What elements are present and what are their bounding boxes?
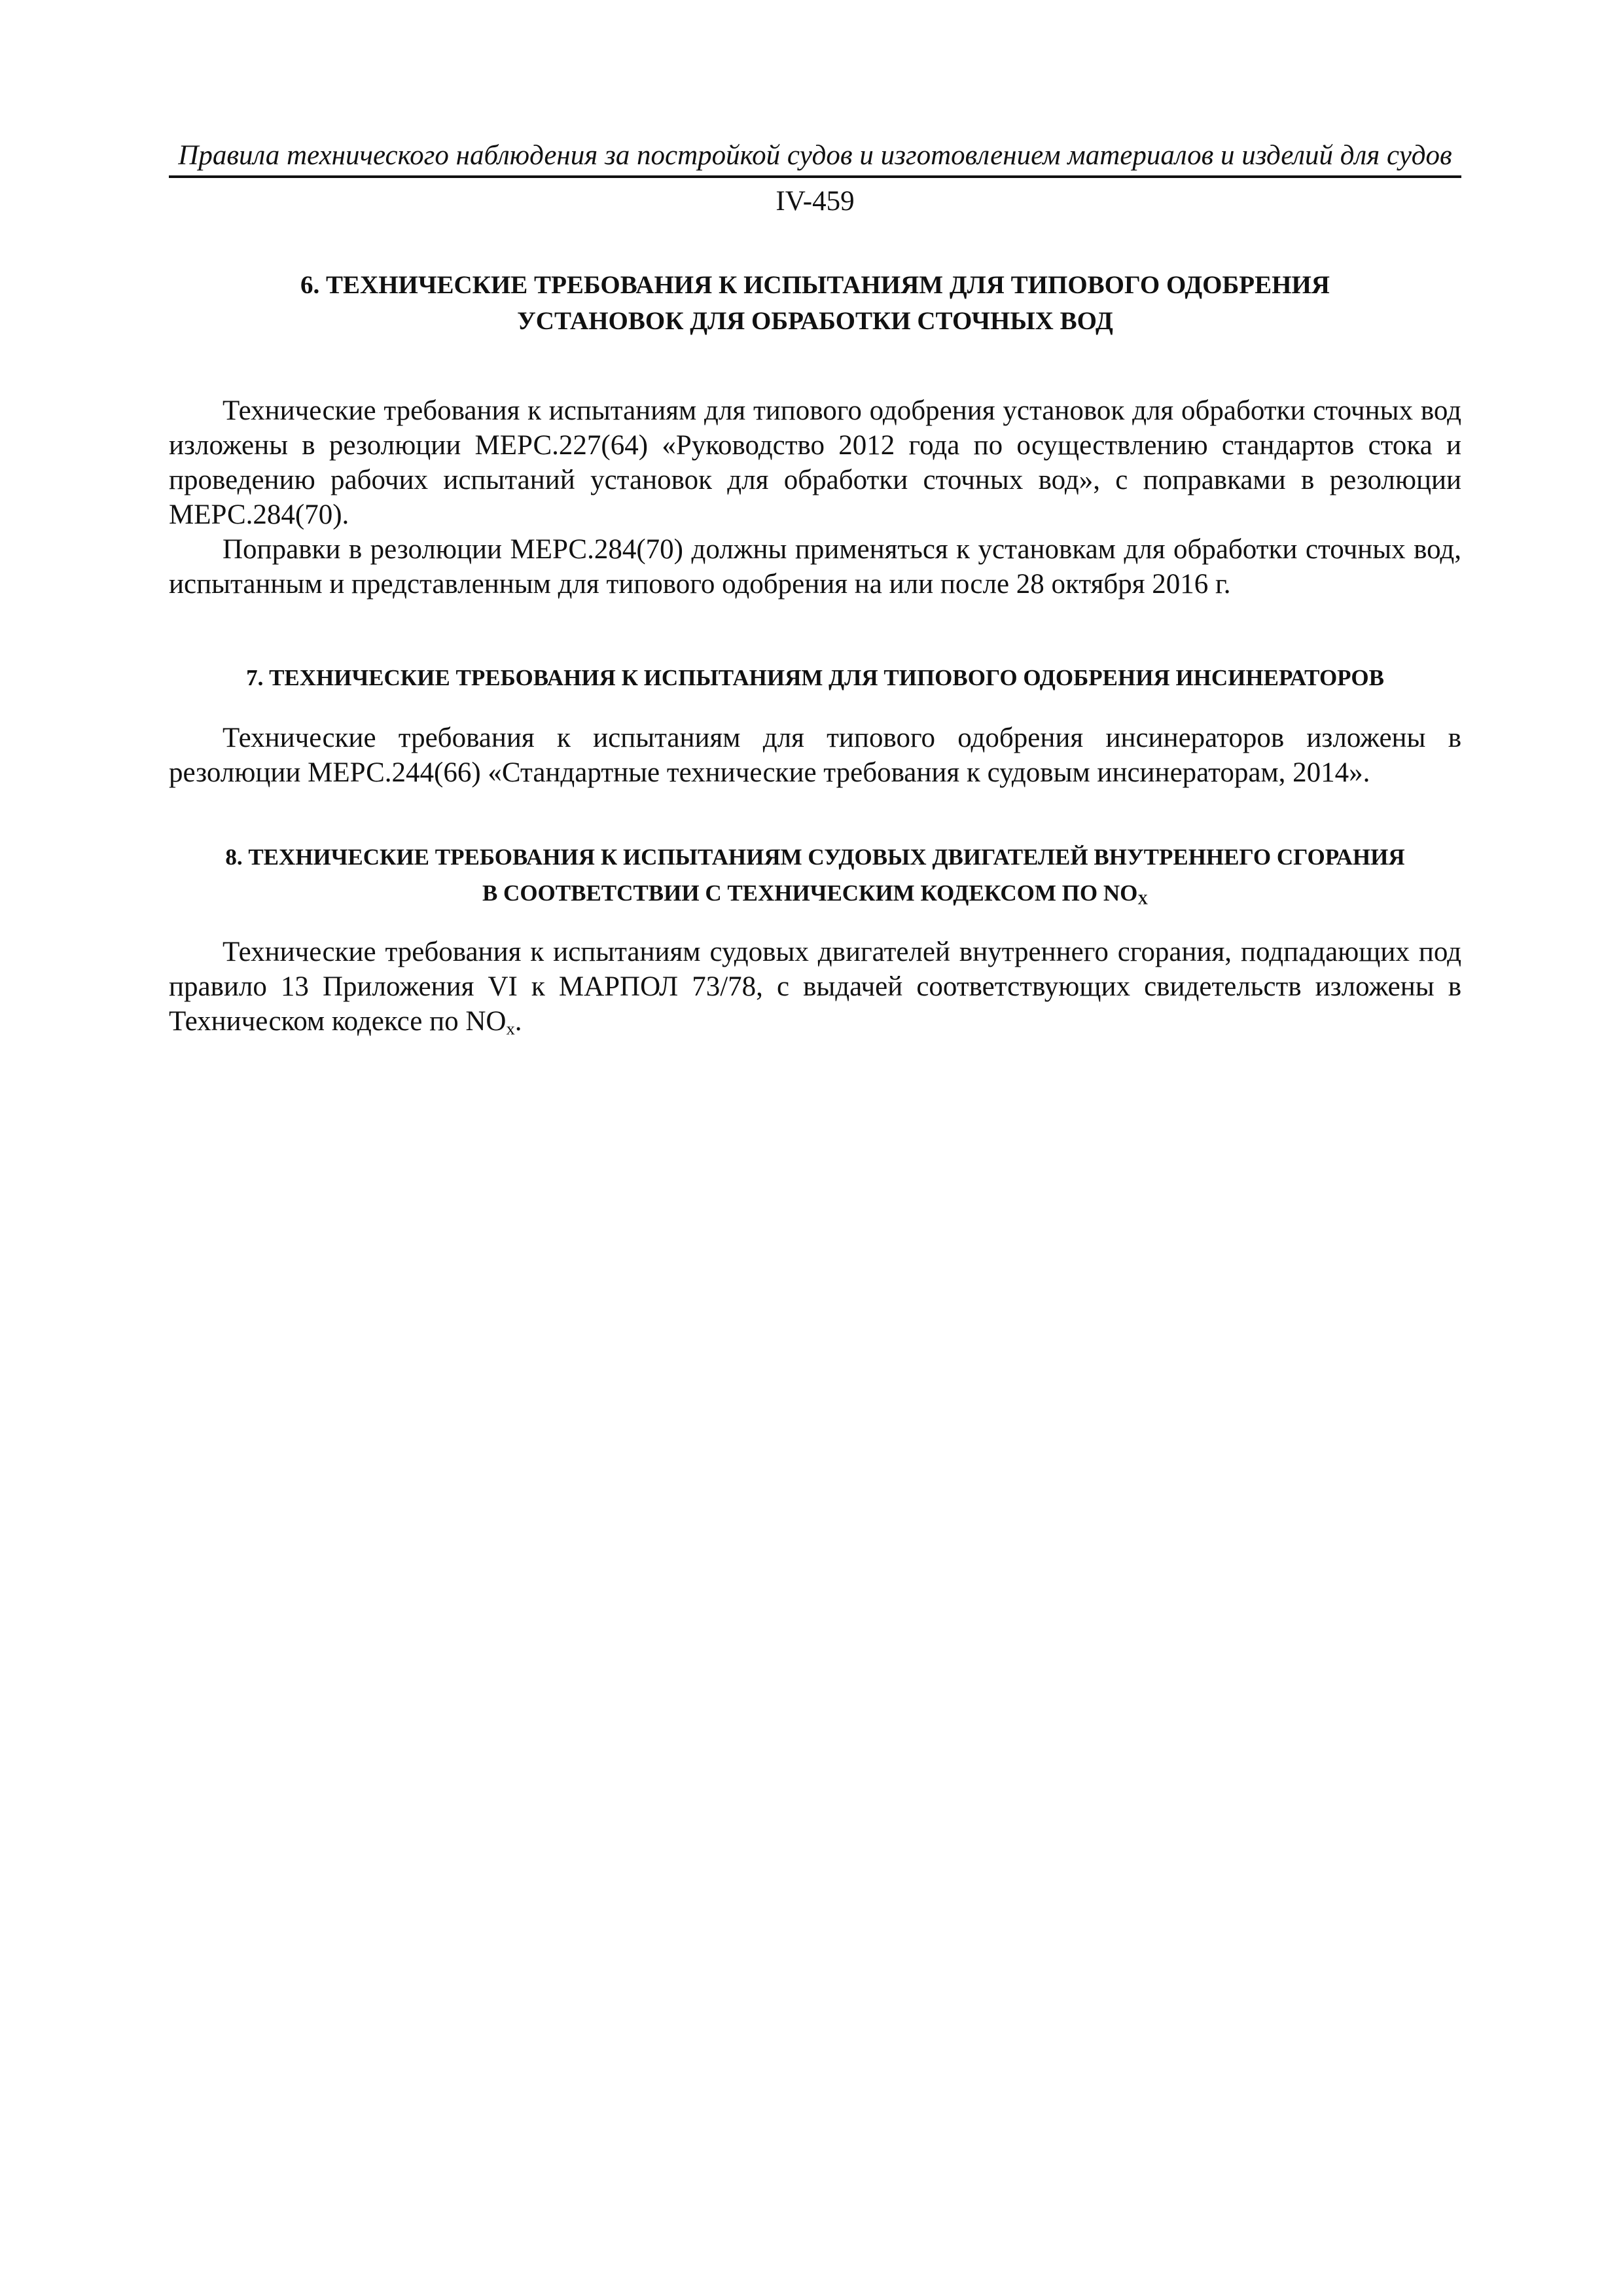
page-number: IV-459: [776, 186, 855, 217]
section-6-heading: [169, 267, 1461, 339]
nox-subscript: x: [506, 1018, 515, 1039]
section-8-heading: [169, 839, 1461, 911]
running-header: Правила технического наблюдения за постройкой судов и изготовлением материалов и изделий для судов: [178, 140, 1452, 171]
nox-subscript: X: [1137, 891, 1149, 908]
section-8-heading-line-2-text: В СООТВЕТСТВИИ С ТЕХНИЧЕСКИМ КОДЕКСОМ ПО NO: [482, 880, 1138, 906]
section-8-heading-line-1: 8. ТЕХНИЧЕСКИЕ ТРЕБОВАНИЯ К ИСПЫТАНИЯМ СУДОВЫХ ДВИГАТЕЛЕЙ ВНУТРЕННЕГО СГОРАНИЯ: [225, 844, 1405, 870]
section-6-paragraph-2: Поправки в резолюции МЕРС.284(70) должны применяться к установкам для обработки сточных вод, испытанным и представленным для типового одобрения на или после 28 октября 2016 г.: [169, 534, 1461, 600]
section-8-paragraph-1-end: .: [514, 1006, 522, 1037]
section-8-paragraph-1: [169, 935, 1461, 1039]
section-7-heading: 7. ТЕХНИЧЕСКИЕ ТРЕБОВАНИЯ К ИСПЫТАНИЯМ ДЛЯ ТИПОВОГО ОДОБРЕНИЯ ИНСИНЕРАТОРОВ: [246, 665, 1384, 691]
header-divider: [169, 175, 1461, 178]
section-8-paragraph-1-text: Технические требования к испытаниям судовых двигателей внутреннего сгорания, подпадающих под правило 13 Приложения VI к МАРПОЛ 73/78, с выдачей соответствующих свидетельств изложены в Техническом кодексе по NO: [169, 937, 1461, 1037]
section-6-heading-line-2: УСТАНОВОК ДЛЯ ОБРАБОТКИ СТОЧНЫХ ВОД: [517, 307, 1113, 335]
section-8-heading-line-2: [169, 875, 1461, 911]
section-6-heading-line-1: 6. ТЕХНИЧЕСКИЕ ТРЕБОВАНИЯ К ИСПЫТАНИЯМ ДЛЯ ТИПОВОГО ОДОБРЕНИЯ: [300, 271, 1330, 299]
section-6-paragraph-1: Технические требования к испытаниям для типового одобрения установок для обработки сточных вод изложены в резолюции МЕРС.227(64) «Руководство 2012 года по осуществлению стандартов стока и проведению рабочих испытаний установок для обработки сточных вод», с поправками в резолюции МЕРС.284(70).: [169, 395, 1461, 530]
section-7-paragraph-1: Технические требования к испытаниям для типового одобрения инсинераторов изложены в резолюции МЕРС.244(66) «Стандартные технические требования к судовым инсинераторам, 2014».: [169, 723, 1461, 788]
